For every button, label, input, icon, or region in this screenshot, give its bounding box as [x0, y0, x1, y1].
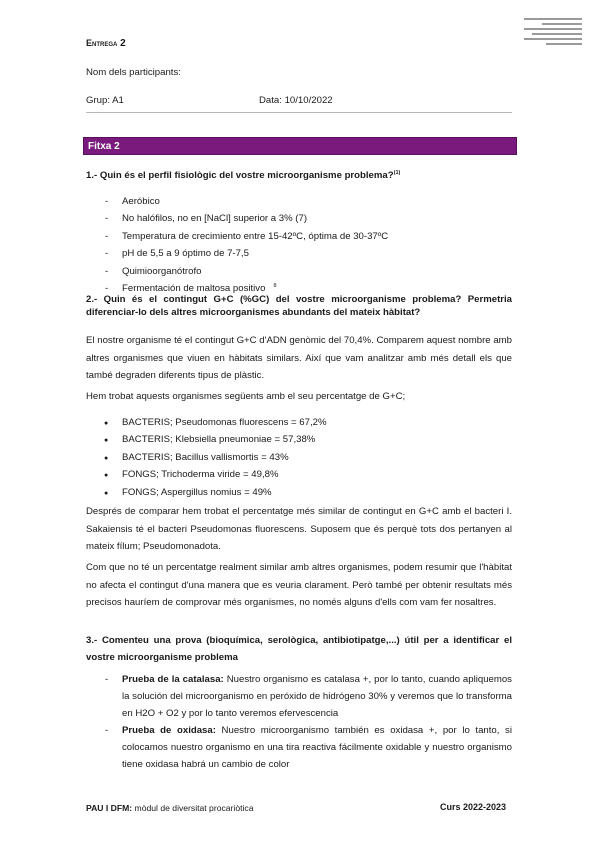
list-item: ● BACTERIS; Klebsiella pneumoniae = 57,38% [104, 434, 316, 446]
list-item: ● FONGS; Aspergillus nomius = 49% [104, 486, 272, 498]
list-item: - Prueba de oxidasa: Nuestro microorganismo también es oxidasa +, por lo tanto, si colocamos nuestro organismo en una tira reactiva fácilmente oxidable y nuestro organismo tiene oxidasa habrá un cambio de color [105, 725, 512, 770]
organism-list [104, 416, 502, 503]
institution-logo [524, 18, 582, 52]
q1-title: 1.- Quin és el perfil fisiològic del vostre microorganisme problema?$^{(1)}$ [86, 169, 401, 181]
header-divider [86, 112, 512, 113]
q3-tests [105, 671, 512, 773]
footer-course-year: Curs 2022-2023 [440, 802, 507, 812]
list-item: - Fermentación de maltosa positivo $^8$ [105, 282, 277, 294]
q3-title: 3.- Comenteu una prova (bioquímica, serològica, antibiotipatge,...) útil per a identificar el vostre microorganisme problema [86, 635, 512, 663]
list-item: - pH de 5,5 a 9 óptimo de 7-7,5 [105, 248, 249, 260]
q2-title: 2.- Quin és el contingut G+C (%GC) del vostre microorganisme problema? Permetria diferenciar-lo dels altres microorganismes abundants del mateix hàbitat? [86, 294, 512, 318]
list-item: - Quimioorganótrofo [105, 265, 202, 277]
q1-last-ref: 8 [273, 282, 277, 289]
q2-paragraph-1: El nostre organisme té el contingut G+C d'ADN genòmic del 70,4%. Comparem aquest nombre amb altres organismes que viuen en hàbitats similars. Així que vam analitzar amb més detall els que també degraden diferents tipus de plàstic. [86, 335, 512, 381]
q1-ref: (1) [393, 169, 401, 176]
q2-paragraph-4: Com que no té un percentatge realment similar amb altres organismes, podem resumir que l'hàbitat no afecta el contingut d'una manera que es veuria clarament. Però també per obtenir resultats més precisos hauríem de comprovar més organismes, no només alguns d'ells com vam fer nosaltres. [86, 562, 512, 608]
entrega-heading: Entrega 2 [86, 38, 126, 49]
list-item: - Prueba de la catalasa: Nuestro organismo es catalasa +, por lo tanto, cuando apliquemos la solución del microorganismo en peróxido de hidrógeno 30% y veremos que lo transforma en H2O + O2 y por lo tanto veremos efervescencia [105, 674, 512, 719]
list-item: ● FONGS; Trichoderma viride = 49,8% [104, 469, 279, 481]
list-item: ● BACTERIS; Pseudomonas fluorescens = 67,2% [104, 417, 327, 428]
q2-paragraph-2: Hem trobat aquests organismes següents amb el seu percentatge de G+C; [86, 391, 406, 402]
grup-label: Grup: A1 [86, 95, 124, 106]
list-item: - Temperatura de crecimiento entre 15-42ºC, óptima de 30-37ºC [105, 230, 389, 242]
list-item: ● BACTERIS; Bacillus vallismortis = 43% [104, 451, 289, 463]
q1-list [105, 195, 502, 299]
list-item: - Aeróbico [105, 196, 160, 207]
list-item: - No halófilos, no en [NaCl] superior a 3% (7) [105, 213, 308, 225]
fitxa-title-bar: Fitxa 2 [83, 137, 517, 155]
participants-label: Nom dels participants: [86, 67, 181, 78]
footer-course-module: PAU I DFM: mòdul de diversitat procariòtica [86, 803, 254, 813]
q2-paragraph-3: Després de comparar hem trobat el percentatge més similar de contingut en G+C amb el bacteri I. Sakaiensis té el bacteri Pseudomonas fluorescens. Suposem que és perquè tots dos pertanyen al mateix fílum; Pseudomonadota. [86, 506, 512, 552]
date-label: Data: 10/10/2022 [259, 95, 333, 106]
